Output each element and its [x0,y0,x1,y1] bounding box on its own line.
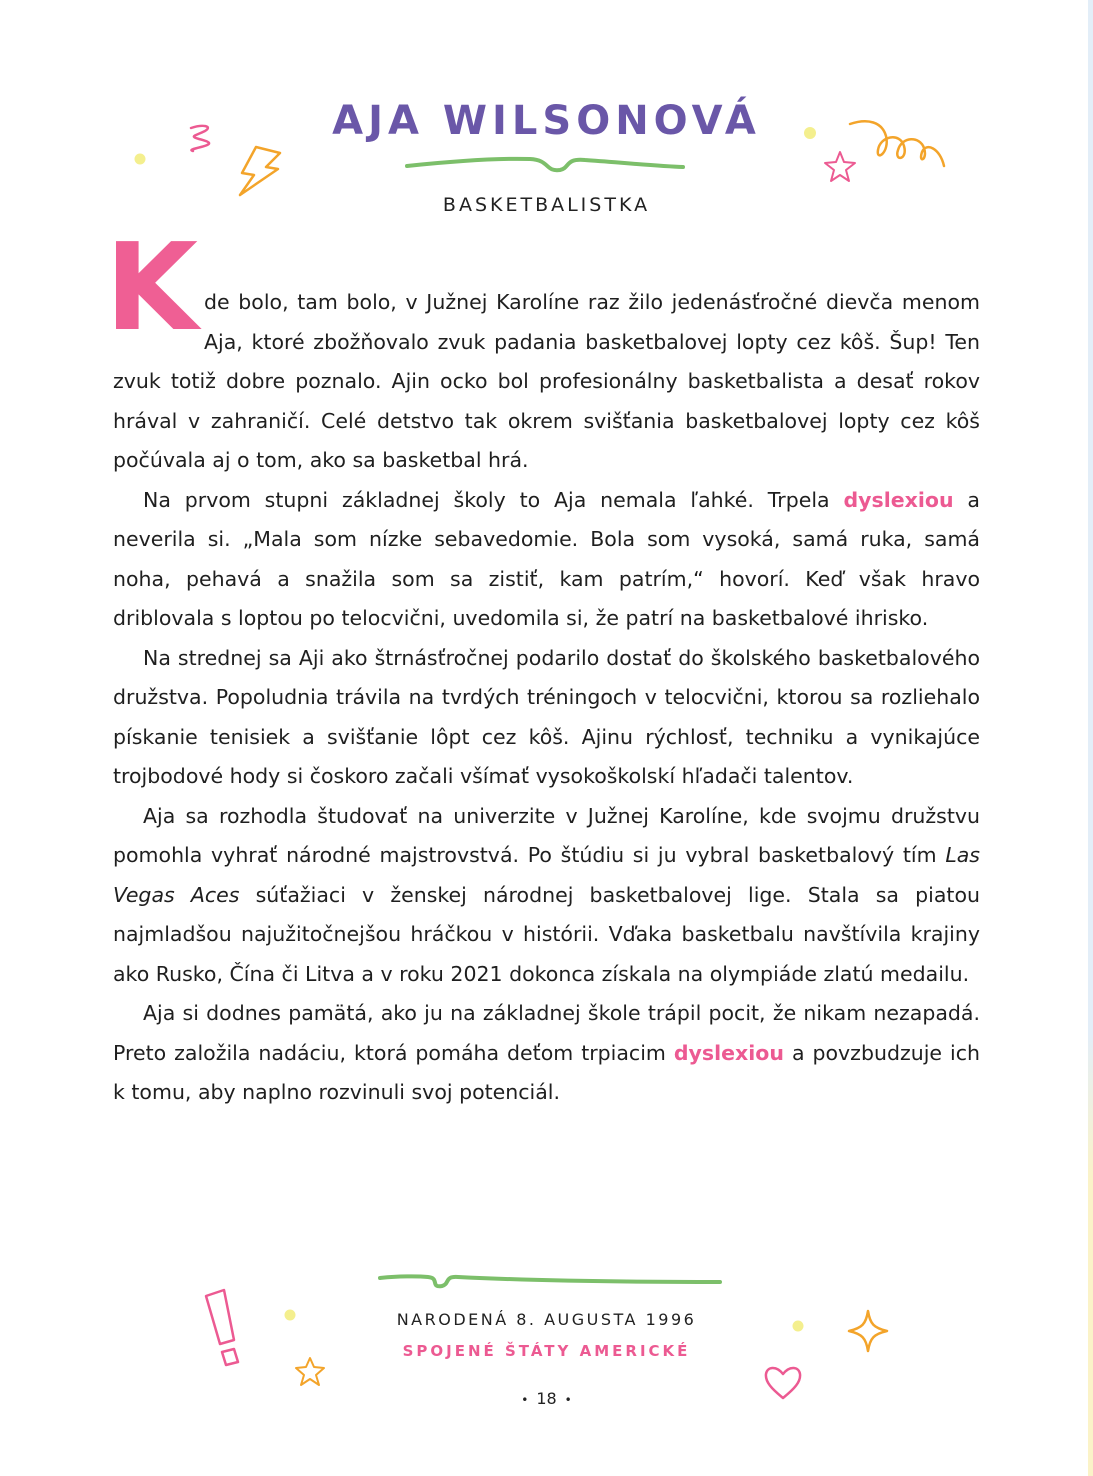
paragraph-1-text: de bolo, tam bolo, v Južnej Karolíne raz žilo jedenásťročné dievča menom Aja, ktoré zbožňovalo zvuk padania basketbalovej lopty cez kôš. Šup! Ten zvuk totiž dobre poznalo. Ajin ocko bol profesionálny basketbalista a desať rokov hrával v zahraničí. Celé detstvo tak okrem svišťania basketbalovej lopty cez kôš počúvala aj o tom, ako sa basketbal hrá. [113,290,980,472]
curl-icon [848,118,948,174]
paragraph-5 [113,994,980,1113]
paragraph-2-text-b: a neverila si. „Mala som nízke sebavedomie. Bola som vysoká, samá ruka, samá noha, pehavá a snažila som sa zistiť, kam patrím,“ hovorí. Keď však hravo driblovala s loptou po telocvični, uvedomila si, že patrí na basketbalové ihrisko. [113,487,980,630]
page-number [0,1389,1093,1408]
paragraph-4-text-a: Aja sa rozhodla študovať na univerzite v Južnej Karolíne, kde svojmu družstvu pomohla vyhrať národné majstrovstvá. Po štúdiu si ju vybral basketbalový tím [113,803,980,867]
drop-cap: K [105,219,194,358]
paragraph-5-text-b: a povzbudzuje ich k tomu, aby naplno rozvinuli svoj potenciál. [113,1040,980,1104]
paragraph-2 [113,481,980,639]
highlight-dyslexia: dyslexiou [673,1040,784,1065]
paragraph-1 [105,219,980,481]
country: SPOJENÉ ŠTÁTY AMERICKÉ [402,1342,691,1360]
page-number-value: 18 [536,1389,557,1408]
bullet-icon: • [521,1392,529,1407]
lightning-icon [234,143,286,199]
article-body [105,219,980,1113]
dot-icon [803,126,817,140]
paragraph-2-text-a: Na prvom stupni základnej školy to Aja nemala ľahké. Trpela [143,487,830,512]
highlight-dyslexia: dyslexiou [843,487,954,512]
paragraph-3: Na strednej sa Aji ako štrnásťročnej podarilo dostať do školského basketbalového družstva. Popoludnia trávila na tvrdých tréningoch v telocvični, ktorou sa rozliehalo pískanie tenisiek a svišťanie lôpt cez kôš. Ajinu rýchlosť, techniku a vynikajúce trojbodové hody si čoskoro začali všímať vysokoškolskí hľadači talentov. [113,645,980,788]
bullet-icon: • [564,1392,572,1407]
title-swoosh-underline [405,150,685,180]
paragraph-4 [113,797,980,995]
squiggle-icon [183,122,223,154]
page-subtitle: BASKETBALISTKA [442,194,651,216]
birth-date: NARODENÁ 8. AUGUSTA 1996 [396,1310,697,1329]
star-icon [294,1356,326,1388]
paragraph-4-text-b: súťažiaci v ženskej národnej basketbalovej lige. Stala sa piatou najmladšou najužitočnejšou hráčkou v histórii. Vďaka basketbalu navštívila krajiny ako Rusko, Čína či Litva a v roku 2021 dokonca získala na olympiáde zlatú medailu. [113,882,980,986]
page-edge-strip [1088,0,1093,1476]
paragraph-5-text-a: Aja si dodnes pamätá, ako ju na základnej škole trápil pocit, že nikam nezapadá. Preto založila nadáciu, ktorá pomáha deťom trpiacim [113,1001,980,1065]
team-name: Las Vegas Aces [113,843,980,907]
footer-swoosh-underline [378,1268,723,1294]
page-title: AJA WILSONOVÁ [332,98,761,144]
dot-icon [134,153,146,165]
